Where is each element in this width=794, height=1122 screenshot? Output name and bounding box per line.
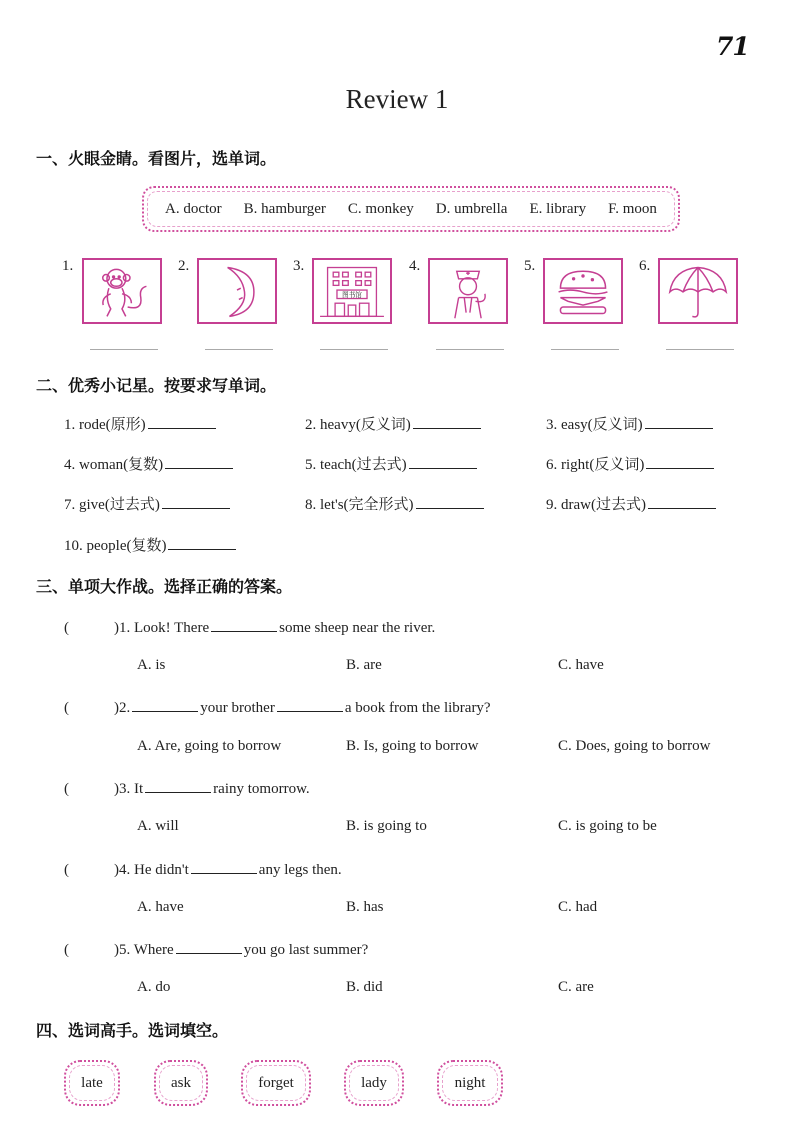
- word-chip[interactable]: [437, 1060, 503, 1106]
- word-option: A. doctor: [165, 200, 222, 217]
- answer-line[interactable]: [551, 349, 619, 350]
- page-number: 71: [716, 32, 749, 61]
- option-c[interactable]: C. is going to be: [558, 818, 657, 834]
- fill-item: [546, 453, 714, 474]
- question-text: rainy tomorrow.: [213, 781, 310, 797]
- picture-box: [428, 258, 508, 324]
- question-text: you go last summer?: [243, 942, 369, 958]
- word-chip-label: ask: [171, 1074, 191, 1091]
- answer-blank[interactable]: [413, 414, 481, 429]
- answer-blank[interactable]: [409, 454, 477, 469]
- monkey-icon: [84, 260, 160, 322]
- option-b[interactable]: B. is going to: [346, 818, 427, 834]
- answer-blank[interactable]: [165, 454, 233, 469]
- section1-heading: 一、火眼金睛。看图片，选单词。: [36, 149, 277, 168]
- word-bank: [142, 186, 680, 232]
- option-a[interactable]: A. do: [137, 979, 171, 995]
- answer-blank[interactable]: [168, 535, 236, 550]
- answer-paren[interactable]: (: [64, 700, 69, 716]
- word-option: C. monkey: [347, 200, 414, 217]
- fill-item-label: 5. teach(过去式): [305, 457, 407, 473]
- fill-item: [305, 453, 477, 474]
- question-text: any legs then.: [258, 862, 342, 878]
- question-text: )3. It: [114, 781, 144, 797]
- question-blank: [176, 939, 242, 954]
- question-blank: [277, 697, 343, 712]
- fill-item-label: 1. rode(原形): [64, 417, 146, 433]
- option-c[interactable]: C. are: [558, 979, 594, 995]
- page-title: Review 1: [345, 84, 449, 114]
- answer-blank[interactable]: [148, 414, 216, 429]
- question-text: a book from the library?: [344, 700, 491, 716]
- word-option: D. umbrella: [435, 200, 508, 217]
- fill-item-label: 9. draw(过去式): [546, 497, 646, 513]
- fill-item: [546, 413, 713, 434]
- word-chip-label: late: [81, 1074, 103, 1091]
- fill-item: [64, 413, 216, 434]
- word-chip[interactable]: [154, 1060, 208, 1106]
- option-b[interactable]: B. are: [346, 657, 382, 673]
- picture-box: [658, 258, 738, 324]
- word-chip[interactable]: [344, 1060, 404, 1106]
- answer-blank[interactable]: [648, 494, 716, 509]
- question-blank: [132, 697, 198, 712]
- picture-number: 5.: [524, 258, 536, 274]
- word-chip[interactable]: [64, 1060, 120, 1106]
- picture-box: [197, 258, 277, 324]
- question-text: )1. Look! There: [114, 620, 210, 636]
- section3-heading: 三、单项大作战。选择正确的答案。: [36, 577, 293, 596]
- answer-line[interactable]: [436, 349, 504, 350]
- word-option: E. library: [529, 200, 587, 217]
- word-chip-label: lady: [361, 1074, 387, 1091]
- question-blank: [211, 617, 277, 632]
- word-option: B. hamburger: [243, 200, 326, 217]
- picture-number: 4.: [409, 258, 421, 274]
- fill-item-label: 7. give(过去式): [64, 497, 160, 513]
- answer-blank[interactable]: [162, 494, 230, 509]
- picture-box: [82, 258, 162, 324]
- picture-box: [543, 258, 623, 324]
- answer-line[interactable]: [320, 349, 388, 350]
- section4-heading: 四、选词高手。选词填空。: [36, 1021, 229, 1040]
- option-c[interactable]: C. had: [558, 899, 598, 915]
- option-a[interactable]: A. have: [137, 899, 184, 915]
- answer-paren[interactable]: (: [64, 620, 69, 636]
- option-a[interactable]: A. is: [137, 657, 166, 673]
- question-text: your brother: [200, 700, 275, 716]
- answer-paren[interactable]: (: [64, 862, 69, 878]
- question-5: [64, 939, 368, 959]
- fill-item-label: 10. people(复数): [64, 538, 167, 554]
- option-c[interactable]: C. have: [558, 657, 604, 673]
- picture-box: [312, 258, 392, 324]
- library-icon: [314, 260, 390, 322]
- option-b[interactable]: B. has: [346, 899, 384, 915]
- fill-item: [64, 453, 233, 474]
- option-a[interactable]: A. Are, going to borrow: [137, 738, 282, 754]
- moon-icon: [199, 260, 275, 322]
- fill-item-label: 3. easy(反义词): [546, 417, 643, 433]
- question-blank: [145, 778, 211, 793]
- doctor-icon: [430, 260, 506, 322]
- answer-blank[interactable]: [645, 414, 713, 429]
- answer-blank[interactable]: [646, 454, 714, 469]
- picture-number: 1.: [62, 258, 74, 274]
- option-a[interactable]: A. will: [137, 818, 179, 834]
- question-3: [64, 778, 310, 798]
- fill-item: [546, 493, 716, 514]
- option-b[interactable]: B. did: [346, 979, 383, 995]
- answer-blank[interactable]: [416, 494, 484, 509]
- question-text: some sheep near the river.: [279, 620, 436, 636]
- question-1: [64, 617, 435, 637]
- picture-number: 3.: [293, 258, 305, 274]
- fill-item: [64, 493, 230, 514]
- fill-item: [64, 534, 236, 555]
- fill-item: [305, 413, 481, 434]
- question-2: [64, 697, 491, 717]
- fill-item-label: 6. right(反义词): [546, 457, 645, 473]
- question-text: )5. Where: [114, 942, 174, 958]
- word-chip-label: forget: [258, 1074, 294, 1091]
- fill-item-label: 8. let's(完全形式): [305, 497, 414, 513]
- word-option: F. moon: [608, 200, 657, 217]
- fill-item-label: 4. woman(复数): [64, 457, 164, 473]
- question-4: [64, 859, 342, 879]
- picture-number: 6.: [639, 258, 651, 274]
- hamburger-icon: [545, 260, 621, 322]
- fill-item-label: 2. heavy(反义词): [305, 417, 411, 433]
- library-sign: 图书馆: [342, 291, 362, 300]
- answer-line[interactable]: [90, 349, 158, 350]
- word-chip[interactable]: [241, 1060, 311, 1106]
- picture-number: 2.: [178, 258, 190, 274]
- option-b[interactable]: B. Is, going to borrow: [346, 738, 479, 754]
- umbrella-icon: [660, 260, 736, 322]
- question-text: )2.: [114, 700, 131, 716]
- question-blank: [191, 859, 257, 874]
- option-c[interactable]: C. Does, going to borrow: [558, 738, 711, 754]
- section2-heading: 二、优秀小记星。按要求写单词。: [36, 376, 277, 395]
- answer-paren[interactable]: (: [64, 781, 69, 797]
- word-chip-label: night: [454, 1074, 486, 1091]
- answer-line[interactable]: [666, 349, 734, 350]
- question-text: )4. He didn't: [114, 862, 189, 878]
- answer-paren[interactable]: (: [64, 942, 69, 958]
- fill-item: [305, 493, 484, 514]
- answer-line[interactable]: [205, 349, 273, 350]
